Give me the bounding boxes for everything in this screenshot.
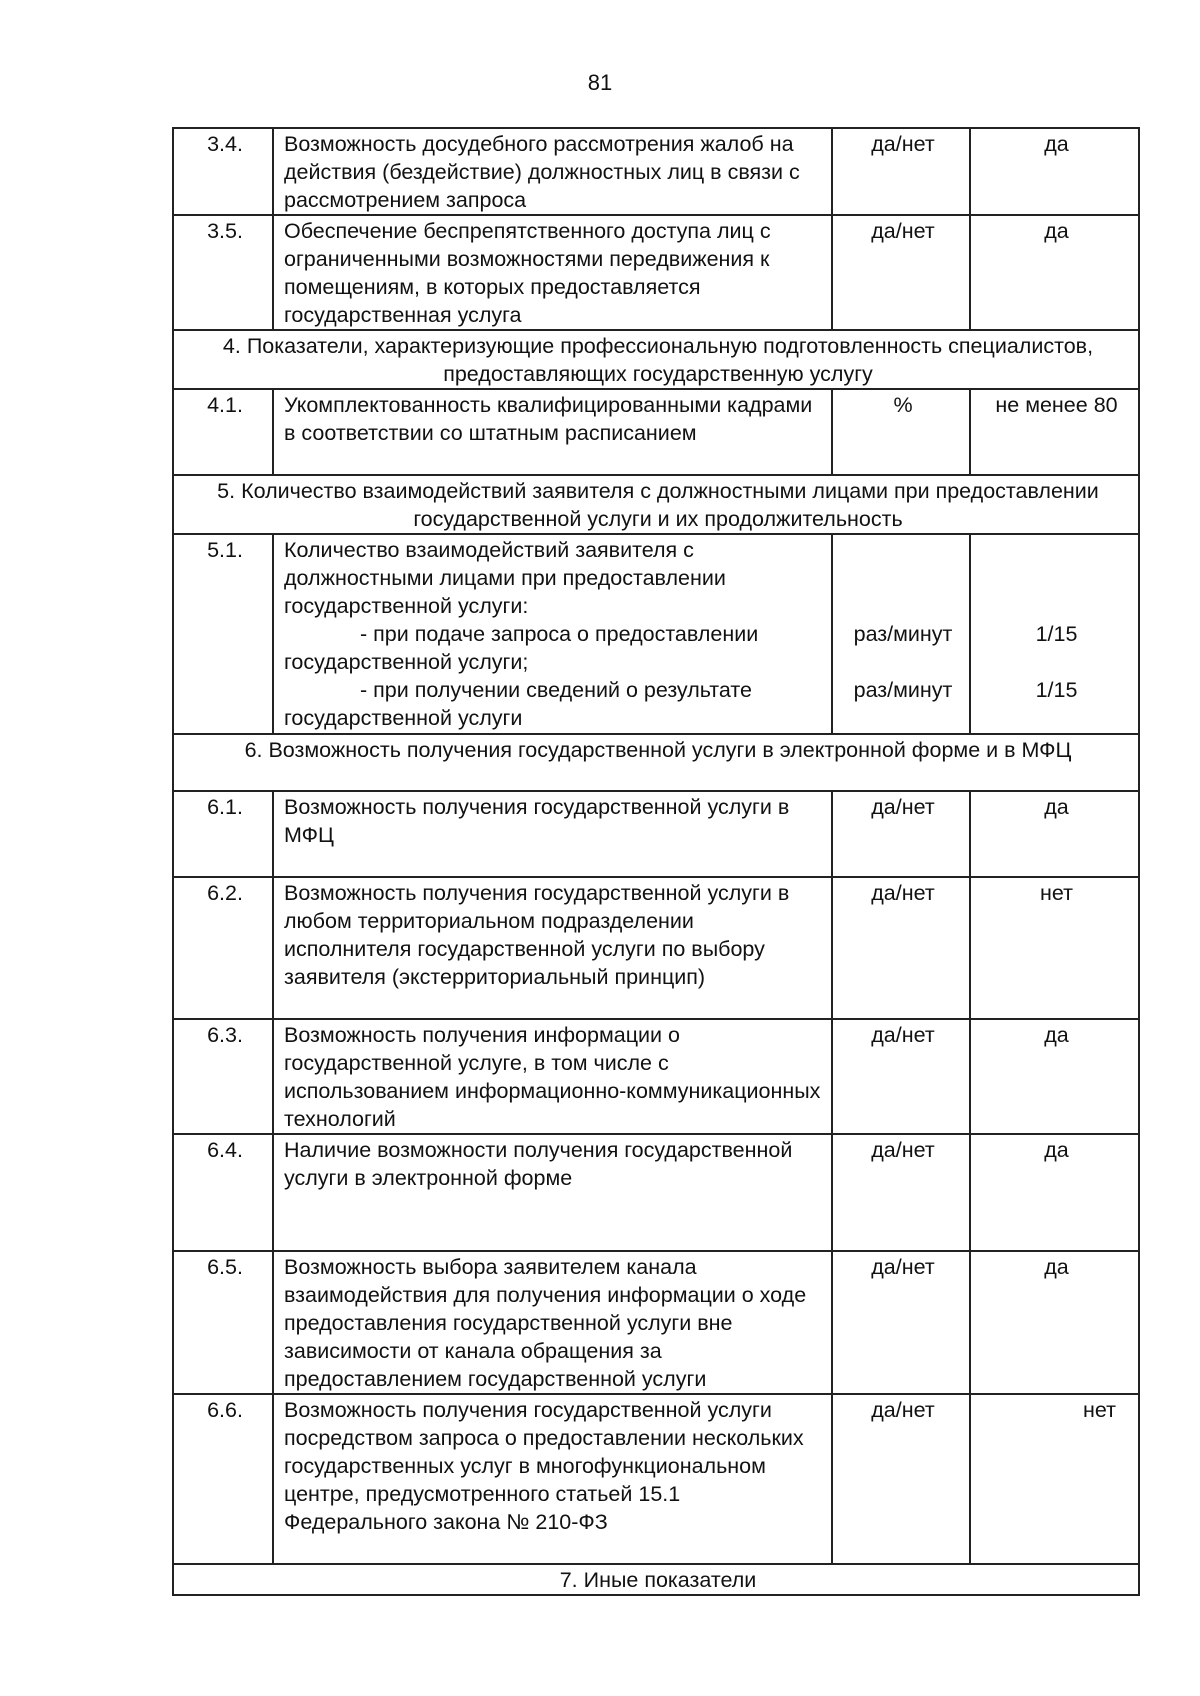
indicator-text: Возможность досудебного рассмотрения жалоб на действия (бездействие) должностных лиц в связи с рассмотрением запроса xyxy=(273,128,832,215)
table-row-6-6 xyxy=(173,1394,1139,1564)
value-cell: да xyxy=(970,128,1139,215)
indicator-text: Количество взаимодействий заявителя с должностными лицами при предоставлении государственной услуги: xyxy=(284,538,726,618)
section-heading-4: 4. Показатели, характеризующие профессиональную подготовленность специалистов, предоставляющих государственную услугу xyxy=(173,330,1139,389)
unit-cell: да/нет xyxy=(832,128,970,215)
table-row-6-5 xyxy=(173,1251,1139,1394)
value-cell xyxy=(970,534,1139,734)
value-cell: да xyxy=(970,215,1139,330)
table-row-3-5 xyxy=(173,215,1139,330)
indicator-text: Обеспечение беспрепятственного доступа лиц с ограниченными возможностями передвижения к помещениям, в которых предоставляется государственная услуга xyxy=(273,215,832,330)
indicator-text-block xyxy=(273,534,832,734)
indicator-text: Возможность получения государственной услуги в МФЦ xyxy=(273,791,832,877)
section-row-6 xyxy=(173,734,1139,791)
indicator-text: Возможность получения государственной услуги посредством запроса о предоставлении нескольких государственных услуг в многофункциональном центре, предусмотренного статьей 15.1 Федерального закона № 210-ФЗ xyxy=(273,1394,832,1564)
row-number: 6.2. xyxy=(173,877,273,1019)
sub-item-2: - при получении сведений о результате xyxy=(360,678,752,702)
table-row-5-1 xyxy=(173,534,1139,734)
unit-cell: % xyxy=(832,389,970,475)
row-number: 6.3. xyxy=(173,1019,273,1134)
unit-cell: да/нет xyxy=(832,1019,970,1134)
indicator-text: Наличие возможности получения государственной услуги в электронной форме xyxy=(273,1134,832,1251)
sub-item-1-value: 1/15 xyxy=(1035,622,1078,646)
unit-cell: да/нет xyxy=(832,1134,970,1251)
unit-cell: да/нет xyxy=(832,791,970,877)
section-row-7 xyxy=(173,1564,1139,1595)
table-row-4-1 xyxy=(173,389,1139,475)
indicator-text: Возможность получения информации о государственной услуге, в том числе с использованием информационно-коммуникационных технологий xyxy=(273,1019,832,1134)
value-cell: нет xyxy=(970,1394,1139,1564)
section-heading-6: 6. Возможность получения государственной услуги в электронной форме и в МФЦ xyxy=(173,734,1139,791)
row-number: 6.1. xyxy=(173,791,273,877)
value-cell: да xyxy=(970,1251,1139,1394)
row-number: 4.1. xyxy=(173,389,273,475)
section-row-4 xyxy=(173,330,1139,389)
unit-cell xyxy=(832,534,970,734)
unit-cell: да/нет xyxy=(832,1251,970,1394)
sub-item-2-unit: раз/минут xyxy=(853,678,953,702)
sub-item-1-cont: государственной услуги; xyxy=(284,650,529,674)
row-number: 6.5. xyxy=(173,1251,273,1394)
row-number: 5.1. xyxy=(173,534,273,734)
row-number: 3.5. xyxy=(173,215,273,330)
unit-cell: да/нет xyxy=(832,877,970,1019)
value-cell: не менее 80 xyxy=(970,389,1139,475)
table-row-6-2 xyxy=(173,877,1139,1019)
value-cell: да xyxy=(970,791,1139,877)
table-row-6-4 xyxy=(173,1134,1139,1251)
table-row-6-3 xyxy=(173,1019,1139,1134)
row-number: 6.4. xyxy=(173,1134,273,1251)
value-cell: нет xyxy=(970,877,1139,1019)
unit-cell: да/нет xyxy=(832,215,970,330)
section-heading-7: 7. Иные показатели xyxy=(173,1564,1139,1595)
indicator-text: Укомплектованность квалифицированными кадрами в соответствии со штатным расписанием xyxy=(273,389,832,475)
table-row-6-1 xyxy=(173,791,1139,877)
section-heading-5: 5. Количество взаимодействий заявителя с должностными лицами при предоставлении государственной услуги и их продолжительность xyxy=(173,475,1139,534)
table-row-3-4 xyxy=(173,128,1139,215)
indicator-text: Возможность получения государственной услуги в любом территориальном подразделении исполнителя государственной услуги по выбору заявителя (экстерриториальный принцип) xyxy=(273,877,832,1019)
sub-item-1-unit: раз/минут xyxy=(853,622,953,646)
indicator-text: Возможность выбора заявителем канала взаимодействия для получения информации о ходе предоставления государственной услуги вне зависимости от канала обращения за предоставлением государственной услуги xyxy=(273,1251,832,1394)
section-row-5 xyxy=(173,475,1139,534)
sub-item-2-cont: государственной услуги xyxy=(284,706,523,730)
row-number: 3.4. xyxy=(173,128,273,215)
indicators-table xyxy=(172,127,1140,1596)
unit-cell: да/нет xyxy=(832,1394,970,1564)
page-number: 81 xyxy=(587,70,613,95)
sub-item-2-value: 1/15 xyxy=(1035,678,1078,702)
value-cell: да xyxy=(970,1019,1139,1134)
sub-item-1: - при подаче запроса о предоставлении xyxy=(360,622,759,646)
value-cell: да xyxy=(970,1134,1139,1251)
row-number: 6.6. xyxy=(173,1394,273,1564)
